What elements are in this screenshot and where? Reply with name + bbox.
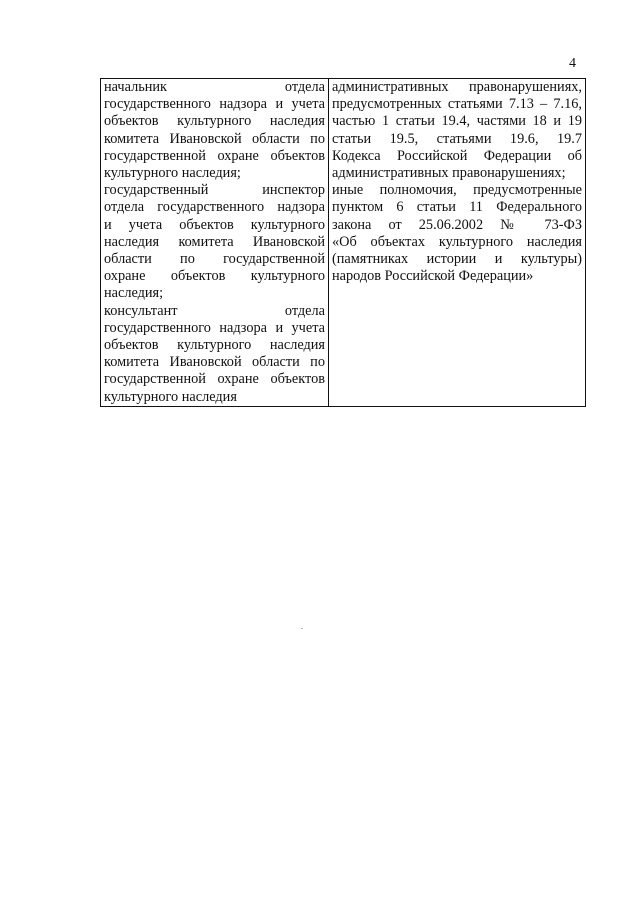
text-line: отдела государственного надзора (104, 199, 325, 216)
text-line: начальник отдела (104, 79, 325, 95)
text-line: наследия; (104, 285, 164, 302)
right-cell (329, 79, 586, 407)
text-line: Кодекса Российской Федерации об (332, 147, 582, 164)
text-line: культурного наследия; (104, 165, 241, 182)
left-paragraph-1 (104, 79, 325, 182)
scan-speck (301, 628, 303, 629)
text-line: государственной охране объектов (104, 371, 325, 388)
document-table (100, 78, 586, 407)
text-line: государственного надзора и учета (104, 319, 325, 336)
page-number: 4 (569, 56, 576, 71)
text-line: культурного наследия (104, 388, 237, 405)
text-line: комитета Ивановской области по (104, 354, 325, 371)
text-line: «Об объектах культурного наследия (332, 233, 582, 250)
text-line: статьи 19.5, статьями 19.6, 19.7 (332, 130, 582, 147)
text-line: административных правонарушениях, (332, 79, 582, 95)
right-paragraph-2 (332, 182, 582, 285)
text-line: государственной охране объектов (104, 147, 325, 164)
text-line: пунктом 6 статьи 11 Федерального (332, 199, 582, 216)
text-line: предусмотренных статьями 7.13 – 7.16, (332, 96, 582, 113)
text-line: частью 1 статьи 19.4, частями 18 и 19 (332, 113, 582, 130)
text-line: и учета объектов культурного (104, 216, 325, 233)
left-cell (101, 79, 329, 407)
text-line: наследия комитета Ивановской (104, 233, 325, 250)
text-line: административных правонарушениях; (332, 165, 566, 182)
text-line: консультант отдела (104, 302, 325, 319)
text-line: объектов культурного наследия (104, 337, 325, 354)
right-paragraph-1 (332, 79, 582, 182)
left-paragraph-3 (104, 303, 325, 406)
text-line: области по государственной (104, 251, 325, 268)
left-paragraph-2 (104, 182, 325, 302)
text-line: государственного надзора и учета (104, 96, 325, 113)
text-line: объектов культурного наследия (104, 113, 325, 130)
text-line: иные полномочия, предусмотренные (332, 182, 582, 199)
text-line: охране объектов культурного (104, 268, 325, 285)
text-line: государственный инспектор (104, 182, 325, 199)
text-line: комитета Ивановской области по (104, 130, 325, 147)
text-line: закона от 25.06.2002 № 73-ФЗ (332, 216, 582, 233)
table-row (101, 79, 586, 407)
text-line: народов Российской Федерации» (332, 268, 534, 285)
text-line: (памятниках истории и культуры) (332, 251, 582, 268)
